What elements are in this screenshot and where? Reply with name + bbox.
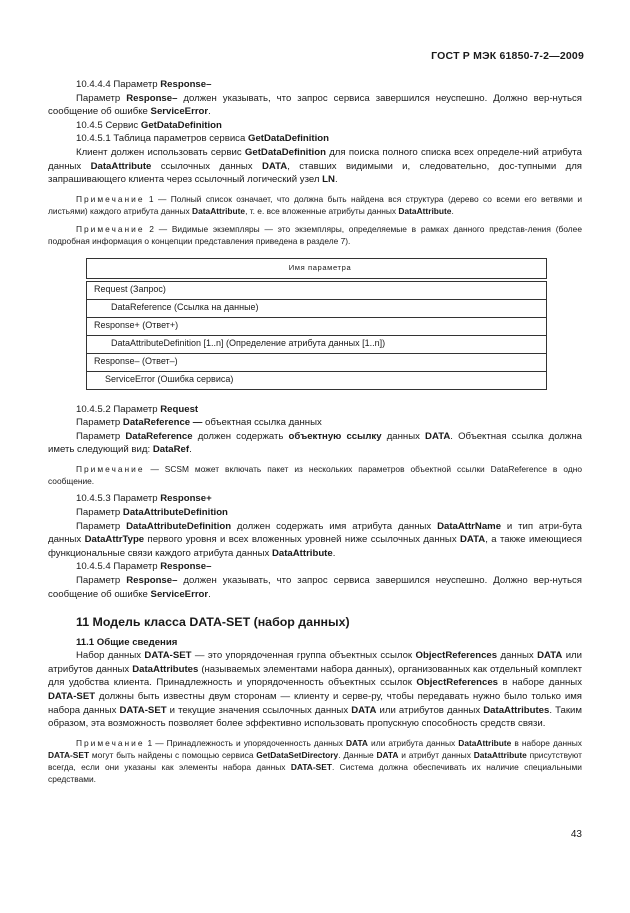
document-body	[48, 78, 582, 791]
datareference-definition: Параметр DataReference — объектная ссылка данных	[76, 417, 322, 429]
note-1: Примечание 1 — Полный список означает, что должна быть найдена вся структура (дерево со всеми его ветвями и листьями) каждого атрибута данных DataAttribute, т. е. все вложенные атрибуты данных DataAttribute.	[48, 193, 582, 216]
response-minus-paragraph: Параметр Response– должен указывать, что запрос сервиса завершился неуспешно. Должно вер-нуться сообщение об ошибке ServiceError.	[48, 92, 583, 118]
section-10-4-5-2-heading: 10.4.5.2 Параметр Request	[76, 403, 199, 415]
table-row-serviceerror: ServiceError (Ошибка сервиса)	[87, 371, 547, 389]
dataset-paragraph: Набор данных DATA-SET — это упорядоченная группа объектных ссылок ObjectReferences данных DATA или атрибутов данных DataAttributes (называемых элементами набора данных), организованных как отдельный комплект для удобства клиента. Принадлежность и упорядоченность объектных ссылок ObjectReferences в наборе данных DATA-SET должны быть известны двум сторонам — клиенту и серве-ру, чтобы передавать нужно было только имя набора данных DATA-SET и текущие значения ссылочных данных DATA или атрибутов данных DataAttributes. Таким образом, эта возможность позволяет более эффективно использовать пропускную способность средств связи.	[48, 650, 583, 730]
table-row-datareference: DataReference (Ссылка на данные)	[87, 299, 547, 317]
note-scsm: Примечание — SCSM может включать пакет из нескольких параметров объектной ссылки DataReference в одно сообщение.	[48, 463, 582, 487]
section-10-4-4-4-heading: 10.4.4.4 Параметр Response–	[76, 79, 212, 90]
section-10-4-5-4-heading: 10.4.5.4 Параметр Response–	[76, 561, 212, 573]
standard-header: ГОСТ Р МЭК 61850-7-2—2009	[431, 50, 584, 62]
section-10-4-5-heading: 10.4.5 Сервис GetDataDefinition	[76, 119, 222, 131]
dataattributedefinition-paragraph: Параметр DataAttributeDefinition должен содержать имя атрибута данных DataAttrName и тип атри-бута данных DataAttrType первого уровня и всех вложенных уровней ниже ссылочных данных DATA, а также имеющиеся функциональные связи каждого атрибута данных DataAttribute.	[48, 520, 583, 559]
datareference-paragraph: Параметр DataReference должен содержать объектную ссылку данных DATA. Объектная ссылка должна иметь следующий вид: DataRef.	[48, 430, 582, 456]
getdatadefinition-paragraph: Клиент должен использовать сервис GetDataDefinition для поиска полного списка всех определе-ний атрибута данных DataAttribute ссылочных данных DATA, ставших видимыми и, следовательно, дос-тупными для запрашивающего клиента через ссылочный логический узел LN.	[48, 146, 582, 186]
chapter-11-heading: 11 Модель класса DATA-SET (набор данных)	[76, 615, 350, 630]
table-header-cell: Имя параметра	[87, 258, 547, 278]
page-number: 43	[570, 829, 582, 840]
response-minus-paragraph-2: Параметр Response– должен указывать, что запрос сервиса завершился неуспешно. Должно вер-нуться сообщение об ошибке ServiceError.	[48, 574, 583, 600]
table-row-response-minus: Response– (Ответ–)	[87, 353, 547, 371]
note-dataset: Примечание 1 — Принадлежность и упорядоченность данных DATA или атрибута данных DataAttribute в наборе данных DATA-SET могут быть найдены с помощью сервиса GetDataSetDirectory. Данные DATA и атрибут данных DataAttribute присутствуют всегда, если они указаны как элементы набора данных DATA-SET. Система должна обеспечивать их наличие специальными средствами.	[48, 737, 582, 785]
table-row-request: Request (Запрос)	[87, 281, 547, 299]
dataattributedefinition-heading: Параметр DataAttributeDefinition	[76, 506, 228, 518]
section-10-4-5-3-heading: 10.4.5.3 Параметр Response+	[76, 493, 212, 505]
section-10-4-5-1-heading: 10.4.5.1 Таблица параметров сервиса GetDataDefinition	[76, 133, 330, 145]
table-row-dataattributedefinition: DataAttributeDefinition [1..n] (Определение атрибута данных [1..n])	[87, 335, 547, 353]
section-11-1-heading: 11.1 Общие сведения	[76, 636, 178, 648]
parameters-table	[86, 258, 547, 390]
table-row-response-plus: Response+ (Ответ+)	[87, 317, 547, 335]
note-2: Примечание 2 — Видимые экземпляры — это экземпляры, определяемые в рамках данного представ-ления (более подробная информация о концепции представления приведена в разделе 7).	[48, 224, 582, 247]
